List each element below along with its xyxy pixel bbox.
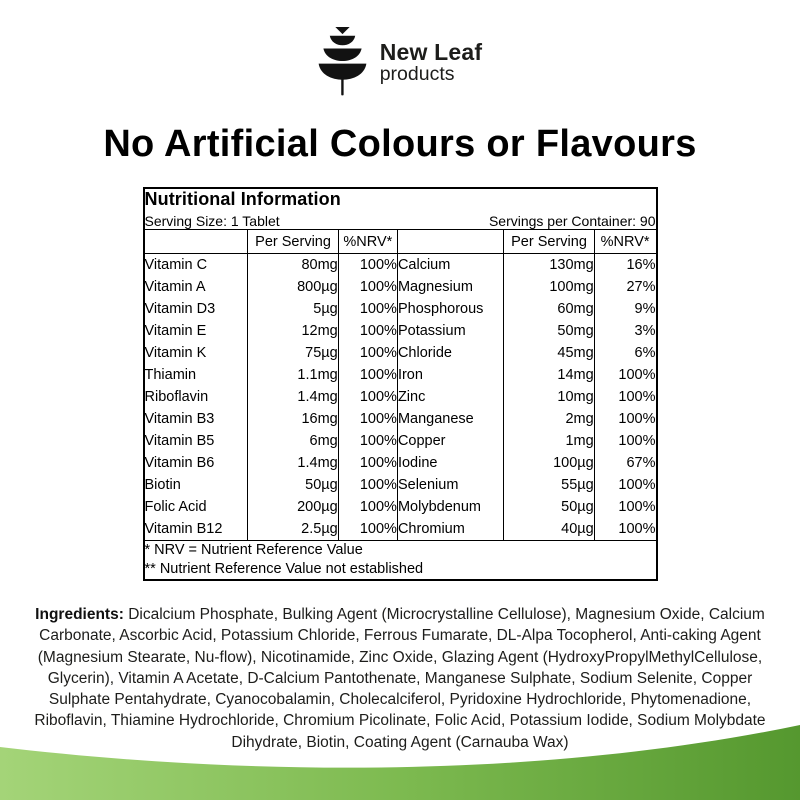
nutrient-amount-cell: 1.4mg [248,386,338,408]
nutrient-nrv-cell: 16% [594,254,656,277]
nutrient-name-cell: Vitamin B3 [144,411,215,427]
nutrient-amount-cell: 1.4mg [248,452,338,474]
nutrient-name-cell: Iodine [397,452,503,474]
nutrient-nrv-cell: 100% [338,342,397,364]
nutrient-amount-cell: 60mg [504,298,594,320]
nutrient-nrv-cell: 100% [594,518,656,541]
nutrient-amount-cell: 80mg [248,254,338,277]
nutrient-name-cell: Selenium [397,474,503,496]
nutrient-name-cell: Vitamin B6 [144,455,215,471]
nutrient-nrv-cell: 100% [338,518,397,541]
nutrient-nrv-cell: 100% [338,320,397,342]
nutrient-nrv-cell: 100% [338,474,397,496]
nutrient-amount-cell: 45mg [504,342,594,364]
nutrient-nrv-cell: 6% [594,342,656,364]
nutrient-name-cell: Chromium [397,518,503,541]
ingredients-text: Dicalcium Phosphate, Bulking Agent (Microcrystalline Cellulose), Magnesium Oxide, Calcium Carbonate, Ascorbic Acid, Potassium Chloride, Ferrous Fumarate, DL-Alpa Tocopherol, Anti-caking Agent (Magnesium Stearate, Nu-flow), Nicotinamide, Zinc Oxide, Glazing Agent (HydroxyPropylMethylCellulose, Glycerin), Vitamin A Acetate, D-Calcium Pantothenate, Manganese Sulphate, Sodium Selenite, Copper Sulphate Pentahydrate, Cyanocobalamin, Cholecalciferol, Pyridoxine Hydrochloride, Phytomenadione, Riboflavin, Thiamine Hydrochloride, Chromium Picolinate, Folic Acid, Potassium Iodide, Sodium Molybdate Dihydrate, Biotin, Coating Agent (Carnauba Wax) [34,606,766,751]
column-header-per-serving: Per Serving [248,230,338,254]
footnote-row [144,541,657,581]
nutrient-nrv-cell: 100% [338,386,397,408]
table-row [144,408,657,430]
nutrient-amount-cell: 800µg [248,276,338,298]
nutrient-amount-cell: 1mg [504,430,594,452]
nutrient-amount-cell: 40µg [504,518,594,541]
column-header-nrv: %NRV* [338,230,397,254]
table-row [144,276,657,298]
nutrition-table-title: Nutritional Information [144,189,341,209]
nutrient-name-cell: Vitamin E [144,323,207,339]
nutrient-amount-cell: 50µg [248,474,338,496]
nutrient-amount-cell: 14mg [504,364,594,386]
nutrient-amount-cell: 55µg [504,474,594,496]
footnote-nrv: * NRV = Nutrient Reference Value [144,542,363,558]
nutrition-table [143,187,658,581]
footnote-not-established: ** Nutrient Reference Value not established [144,561,424,578]
nutrient-name-cell: Riboflavin [144,389,209,405]
column-header-blank [397,230,503,254]
nutrient-nrv-cell: 100% [594,496,656,518]
serving-info-row [145,213,656,229]
nutrient-amount-cell: 100µg [504,452,594,474]
table-row [144,496,657,518]
nutrient-nrv-cell: 100% [594,408,656,430]
table-row [144,320,657,342]
nutrient-nrv-cell: 100% [594,386,656,408]
nutrient-name-cell: Manganese [397,408,503,430]
brand-name: New Leaf [379,38,483,65]
nutrient-name-cell: Chloride [397,342,503,364]
nutrient-name-cell: Vitamin A [144,279,206,295]
table-row [144,364,657,386]
headline: No Artificial Colours or Flavours [103,123,697,165]
brand-logo [0,0,800,97]
nutrient-name-cell: Vitamin C [144,257,208,273]
nutrient-amount-cell: 130mg [504,254,594,277]
green-swoosh-graphic [0,715,800,800]
nutrient-amount-cell: 5µg [248,298,338,320]
nutrient-amount-cell: 10mg [504,386,594,408]
nutrient-name-cell: Vitamin K [144,345,207,361]
nutrient-nrv-cell: 100% [338,496,397,518]
nutrient-nrv-cell: 100% [338,276,397,298]
table-title-row [144,188,657,230]
nutrient-nrv-cell: 100% [338,364,397,386]
nutrient-amount-cell: 50mg [504,320,594,342]
nutrient-name-cell: Vitamin B5 [144,433,215,449]
nutrient-nrv-cell: 100% [338,408,397,430]
nutrient-nrv-cell: 100% [594,430,656,452]
nutrient-name-cell: Magnesium [397,276,503,298]
nutrient-nrv-cell: 100% [338,430,397,452]
nutrient-name-cell: Copper [397,430,503,452]
layered-tree-icon [318,27,367,97]
nutrient-name-cell: Iron [397,364,503,386]
nutrient-name-cell: Phosphorous [397,298,503,320]
nutrient-nrv-cell: 9% [594,298,656,320]
nutrient-name-cell: Vitamin B12 [144,521,223,537]
nutrient-amount-cell: 200µg [248,496,338,518]
nutrient-amount-cell: 50µg [504,496,594,518]
table-row [144,452,657,474]
column-header-nrv: %NRV* [594,230,656,254]
nutrient-name-cell: Biotin [144,477,181,493]
nutrient-name-cell: Calcium [397,254,503,277]
nutrient-nrv-cell: 100% [594,474,656,496]
nutrient-amount-cell: 16mg [248,408,338,430]
nutrient-nrv-cell: 100% [338,452,397,474]
table-row [144,254,657,277]
column-header-blank [144,230,248,254]
nutrient-amount-cell: 12mg [248,320,338,342]
nutrient-nrv-cell: 100% [338,298,397,320]
nutrient-amount-cell: 1.1mg [248,364,338,386]
table-row [144,386,657,408]
nutrient-nrv-cell: 100% [594,364,656,386]
nutrient-name-cell: Potassium [397,320,503,342]
nutrient-nrv-cell: 67% [594,452,656,474]
table-row [144,298,657,320]
brand-text [380,40,483,85]
nutrient-name-cell: Folic Acid [144,499,207,515]
nutrient-nrv-cell: 100% [338,254,397,277]
column-header-row [144,230,657,254]
servings-per-container: Servings per Container: 90 [488,213,656,229]
nutrient-nrv-cell: 3% [594,320,656,342]
nutrient-name-cell: Molybdenum [397,496,503,518]
nutrient-amount-cell: 75µg [248,342,338,364]
nutrient-amount-cell: 2.5µg [248,518,338,541]
table-row [144,430,657,452]
serving-size: Serving Size: 1 Tablet [144,213,280,229]
nutrient-amount-cell: 6mg [248,430,338,452]
ingredients-label: Ingredients: [35,606,124,624]
column-header-per-serving: Per Serving [504,230,594,254]
nutrient-name-cell: Zinc [397,386,503,408]
table-row [144,474,657,496]
table-row [144,518,657,541]
nutrient-amount-cell: 100mg [504,276,594,298]
nutrient-amount-cell: 2mg [504,408,594,430]
nutrient-name-cell: Thiamin [144,367,197,383]
nutrient-nrv-cell: 27% [594,276,656,298]
nutrient-name-cell: Vitamin D3 [144,301,216,317]
table-row [144,342,657,364]
brand-subname: products [379,62,455,85]
